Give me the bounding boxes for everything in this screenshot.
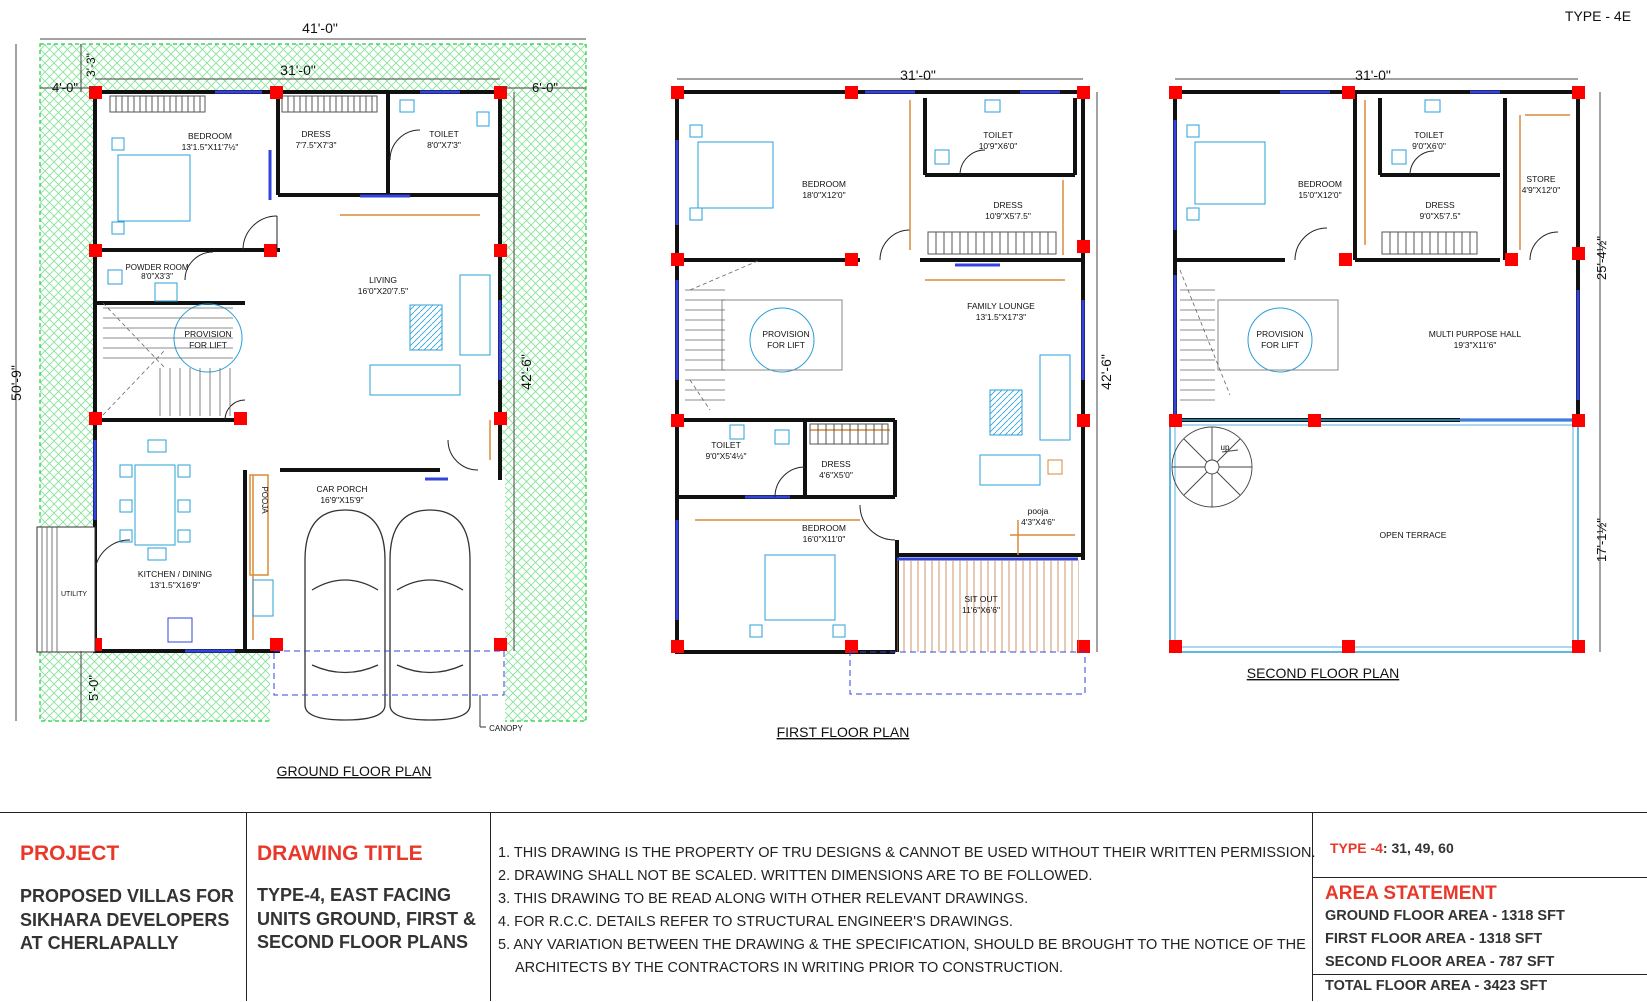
project-line: PROPOSED VILLAS FOR (20, 886, 235, 906)
gf-dim-right-setback: 6'-0" (532, 80, 558, 95)
gf-dress-name: DRESS (301, 129, 331, 139)
gf-dress-size: 7'7.5"X7'3" (295, 140, 337, 150)
ff-lounge-name: FAMILY LOUNGE (967, 301, 1035, 311)
sf-toilet-size: 9'0"X6'0" (1412, 141, 1446, 151)
drawing-title-line: SECOND FLOOR PLANS (257, 932, 469, 952)
sf-store-size: 4'9"X12'0" (1521, 185, 1561, 195)
gf-kitchen-size: 13'1.5"X16'9" (149, 580, 201, 590)
gf-living-name: LIVING (369, 275, 397, 285)
note-item: 1. THIS DRAWING IS THE PROPERTY OF TRU DESIGNS & CANNOT BE USED WITHOUT THEIR WRITTEN PERMISSION. (498, 845, 1316, 861)
gf-car-porch-name: CAR PORCH (316, 484, 368, 494)
gf-dim-inner-width: 31'-0" (280, 62, 316, 78)
second-floor-plan (1169, 79, 1600, 653)
sf-terrace-label: OPEN TERRACE (1379, 530, 1447, 540)
ground-floor-title: GROUND FLOOR PLAN (276, 763, 432, 779)
note-item: 2. DRAWING SHALL NOT BE SCALED. WRITTEN DIMENSIONS ARE TO BE FOLLOWED. (498, 868, 1093, 884)
project-heading: PROJECT (20, 842, 120, 865)
project-description (20, 885, 234, 956)
note-item: 3. THIS DRAWING TO BE READ ALONG WITH OTHER RELEVANT DRAWINGS. (498, 891, 1029, 907)
gf-bedroom-name: BEDROOM (188, 131, 232, 141)
gf-dim-left-setback: 4'-0" (52, 80, 78, 95)
gf-dim-overall-depth: 50'-9" (8, 365, 24, 401)
sf-bedroom-size: 15'0"X12'0" (1298, 190, 1342, 200)
ff-toilet2-name: TOILET (711, 440, 741, 450)
area-total: TOTAL FLOOR AREA - 3423 SFT (1325, 978, 1548, 994)
project-line: SIKHARA DEVELOPERS (20, 909, 230, 930)
ff-dress2-size: 4'6"X5'0" (819, 470, 853, 480)
sf-hall-size: 19'3"X11'6" (1453, 340, 1497, 350)
sf-hall-name: MULTI PURPOSE HALL (1428, 329, 1522, 339)
ff-bedroom2-name: BEDROOM (802, 523, 846, 533)
gf-powder-name: POWDER ROOM (125, 263, 189, 272)
drawing-title-line: UNITS GROUND, FIRST & (257, 908, 476, 929)
area-total-separator (1312, 974, 1647, 975)
area-second: SECOND FLOOR AREA - 787 SFT (1325, 954, 1555, 970)
area-statement-heading: AREA STATEMENT (1325, 883, 1497, 904)
gf-utility-label: UTILITY (60, 591, 88, 598)
gf-car-porch-size: 16'9"X15'9" (320, 495, 364, 505)
gf-dim-front-setback: 5'-0" (86, 675, 101, 701)
type-units (1330, 840, 1454, 856)
note-item: 5. ANY VARIATION BETWEEN THE DRAWING & THE SPECIFICATION, SHOULD BE BROUGHT TO THE NOTICE OF THE (498, 937, 1306, 953)
type-tag: TYPE - 4E (1564, 8, 1632, 24)
project-line: AT CHERLAPALLY (20, 933, 179, 953)
ff-toilet1-name: TOILET (983, 130, 1013, 140)
type-label: TYPE -4 (1330, 840, 1383, 856)
ff-pooja-name: pooja (1027, 506, 1049, 516)
drawing-title (257, 884, 476, 955)
ff-dim-width: 31'-0" (900, 67, 936, 83)
gf-dim-overall-width: 41'-0" (302, 20, 338, 36)
ff-sitout-name: SIT OUT (964, 594, 998, 604)
sf-lift-line2: FOR LIFT (1261, 340, 1299, 350)
second-floor-title: SECOND FLOOR PLAN (1246, 665, 1400, 681)
type-units-list: : 31, 49, 60 (1382, 840, 1454, 856)
gf-kitchen-name: KITCHEN / DINING (137, 569, 213, 579)
first-floor-plan (671, 79, 1097, 694)
ff-dress2-name: DRESS (821, 459, 851, 469)
ff-pooja-size: 4'3"X4'6" (1021, 517, 1055, 527)
ff-bedroom2-size: 16'0"X11'0" (802, 534, 846, 544)
sf-toilet-name: TOILET (1414, 130, 1444, 140)
drawing-title-heading: DRAWING TITLE (257, 842, 423, 865)
gf-pooja-label: POOJA (260, 486, 269, 514)
note-item: ARCHITECTS BY THE CONTRACTORS IN WRITING PRIOR TO CONSTRUCTION. (515, 960, 1064, 976)
gf-living-size: 16'0"X20'7.5" (357, 286, 409, 296)
note-item: 4. FOR R.C.C. DETAILS REFER TO STRUCTURAL ENGINEER'S DRAWINGS. (498, 914, 1013, 930)
gf-toilet-name: TOILET (429, 129, 459, 139)
gf-powder-size: 8'0"X3'3" (141, 272, 173, 281)
gf-canopy-label: CANOPY (489, 724, 523, 733)
gf-bedroom-size: 13'1.5"X11'7½" (181, 142, 239, 152)
title-block-divider-2 (490, 812, 491, 1001)
drawing-title-line: TYPE-4, EAST FACING (257, 885, 452, 905)
sf-store-name: STORE (1526, 174, 1556, 184)
sf-bedroom-name: BEDROOM (1298, 179, 1342, 189)
ff-dress1-size: 10'9"X5'7.5" (985, 211, 1031, 221)
ff-dress1-name: DRESS (993, 200, 1023, 210)
gf-lift-line1: PROVISION (184, 329, 232, 339)
sf-lift-line1: PROVISION (1256, 329, 1304, 339)
open-terrace-area (1170, 420, 1578, 652)
ff-bedroom1-size: 18'0"X12'0" (802, 190, 846, 200)
ff-lounge-size: 13'1.5"X17'3" (975, 312, 1027, 322)
gf-dim-inner-depth: 42'-6" (518, 354, 534, 390)
ff-toilet2-size: 9'0"X5'4½" (705, 451, 747, 461)
ff-lift-line2: FOR LIFT (767, 340, 805, 350)
gf-dim-top-setback: 3'-3" (84, 53, 98, 77)
general-notes (498, 842, 1315, 980)
ff-toilet1-size: 10'9"X6'0" (978, 141, 1018, 151)
sf-dress-name: DRESS (1425, 200, 1455, 210)
ff-lift-line1: PROVISION (762, 329, 810, 339)
ff-dim-depth: 42'-6" (1098, 354, 1114, 390)
ff-bedroom1-name: BEDROOM (802, 179, 846, 189)
area-separator (1312, 877, 1647, 878)
sf-dim-lower-depth: 17'-1½" (1594, 518, 1609, 562)
area-first: FIRST FLOOR AREA - 1318 SFT (1325, 931, 1543, 947)
area-ground: GROUND FLOOR AREA - 1318 SFT (1325, 908, 1565, 924)
ff-sitout-size: 11'6"X6'6" (962, 605, 1000, 615)
sf-dim-upper-depth: 25'-4½" (1594, 236, 1609, 280)
gf-lift-line2: FOR LIFT (189, 340, 227, 350)
first-floor-title: FIRST FLOOR PLAN (776, 724, 910, 740)
title-block-divider-1 (246, 812, 247, 1001)
sf-dress-size: 9'0"X5'7.5" (1419, 211, 1461, 221)
sf-up-label: up (1220, 443, 1230, 452)
gf-toilet-size: 8'0"X7'3" (427, 140, 461, 150)
sf-dim-width: 31'-0" (1355, 67, 1391, 83)
